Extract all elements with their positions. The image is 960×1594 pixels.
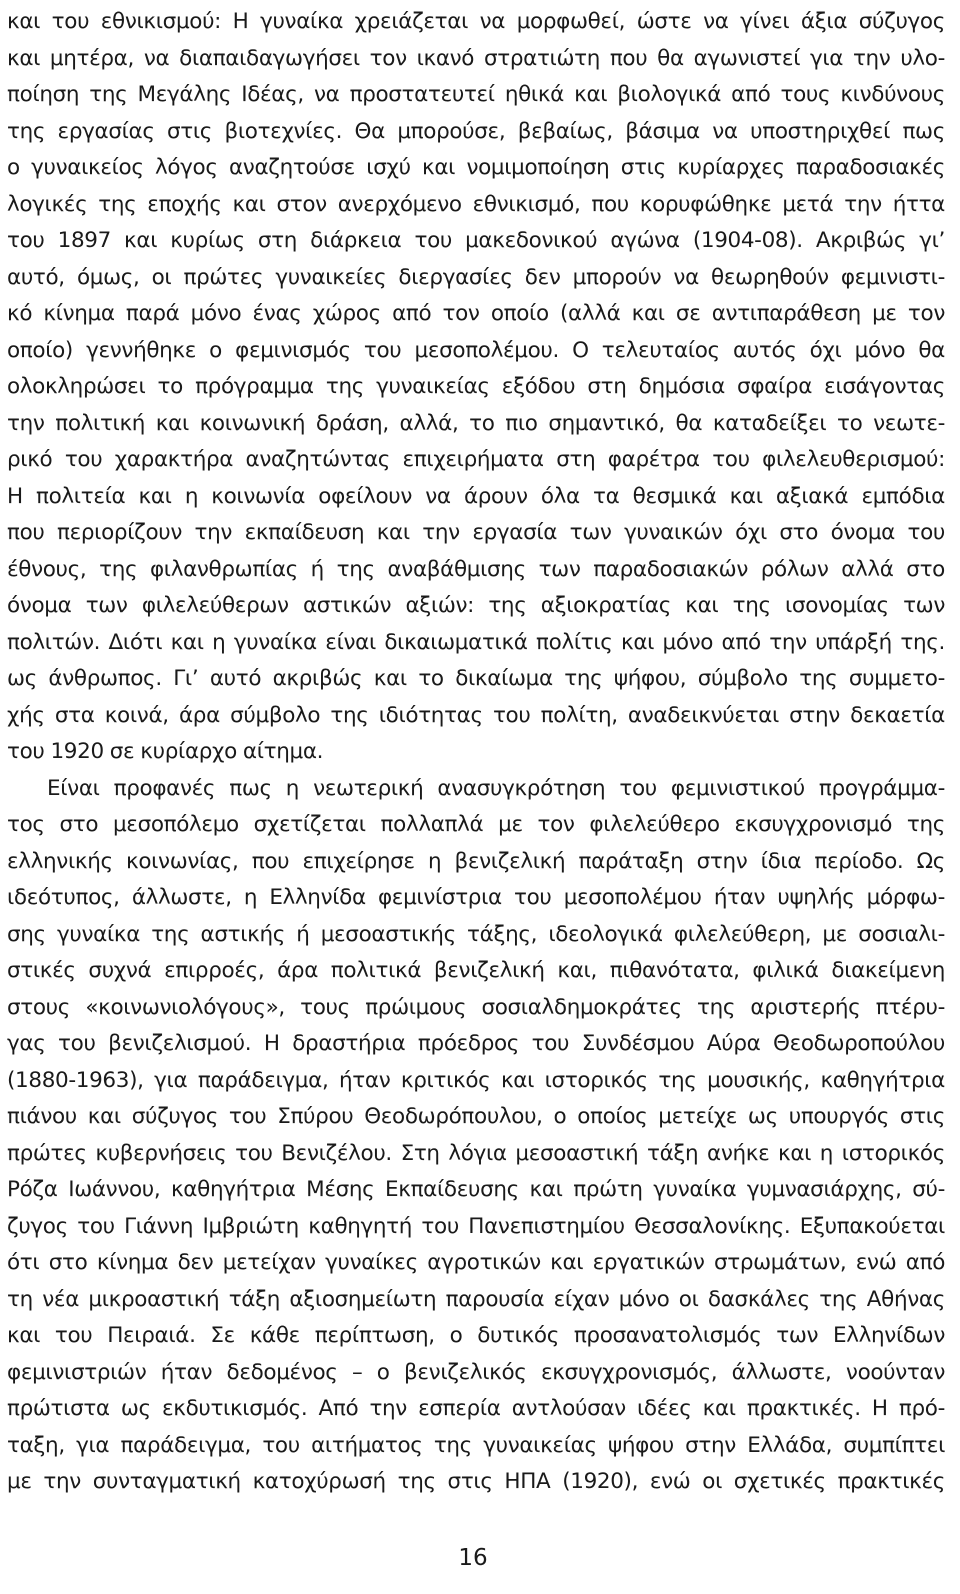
page-body <box>7 4 945 1501</box>
text-line: Ρόζα Ιωάννου, καθηγήτρια Μέσης Εκπαίδευσης και πρώτη γυναίκα γυμνασιάρχης, σύ- <box>7 1177 945 1202</box>
text-line: τος στο μεσοπόλεμο σχετίζεται πολλαπλά με τον φιλελεύθερο εκσυγχρονισμό της <box>7 812 945 837</box>
text-line: φεμινιστριών ήταν δεδομένος – ο βενιζελικός εκσυγχρονισμός, άλλωστε, νοούνταν <box>7 1359 945 1385</box>
text-line: οποίο) γεννήθηκε ο φεμινισμός του μεσοπολέμου. Ο τελευταίος αυτός όχι μόνο θα <box>7 337 945 363</box>
text-line: ιδεότυπος, άλλωστε, η Ελληνίδα φεμινίστρια του μεσοπολέμου ήταν υψηλής μόρφω- <box>7 885 945 910</box>
text-line: λογικές της εποχής και στον ανερχόμενο εθνικισμό, που κορυφώθηκε μετά την ήττα <box>7 191 945 217</box>
text-line: χής στα κοινά, άρα σύμβολο της ιδιότητας του πολίτη, αναδεικνύεται στην δεκαετία <box>7 702 945 728</box>
text-line: πρώτες κυβερνήσεις του Βενιζέλου. Στη λόγια μεσοαστική τάξη ανήκε και η ιστορικός <box>7 1140 945 1166</box>
text-line: του 1920 σε κυρίαρχο αίτημα. <box>7 739 324 764</box>
text-line: κό κίνημα παρά μόνο ένας χώρος από τον οποίο (αλλά και σε αντιπαράθεση με τον <box>7 301 945 326</box>
text-line: στικές συχνά επιρροές, άρα πολιτικά βενιζελική και, πιθανότατα, φιλικά διακείμενη <box>7 958 945 983</box>
text-line: ποίηση της Μεγάλης Ιδέας, να προστατευτεί ηθικά και βιολογικά από τους κινδύνους <box>7 82 945 107</box>
text-line: ρικό του χαρακτήρα αναζητώντας επιχειρήματα στη φαρέτρα του φιλελευθερισμού: <box>7 447 945 472</box>
text-line: (1880-1963), για παράδειγμα, ήταν κριτικός και ιστορικός της μουσικής, καθηγήτρια <box>7 1067 945 1093</box>
text-line: ως άνθρωπος. Γι’ αυτό ακριβώς και το δικαίωμα της ψήφου, σύμβολο της συμμετο- <box>7 666 945 691</box>
text-line: όνομα των φιλελεύθερων αστικών αξιών: της αξιοκρατίας και της ισονομίας των <box>7 593 945 618</box>
text-line: πολιτών. Διότι και η γυναίκα είναι δικαιωματικά πολίτις και μόνο από την υπάρξή της. <box>7 629 945 655</box>
text-line: και μητέρα, να διαπαιδαγωγήσει τον ικανό στρατιώτη που θα αγωνιστεί για την υλο- <box>7 45 945 71</box>
text-line: ολοκληρώσει το πρόγραμμα της γυναικείας εξόδου στη δημόσια σφαίρα εισάγοντας <box>7 374 945 399</box>
text-line: γας του βενιζελισμού. Η δραστήρια πρόεδρος του Συνδέσμου Αύρα Θεοδωροπούλου <box>7 1031 945 1056</box>
text-line: ζυγος του Γιάννη Ιμβριώτη καθηγητή του Πανεπιστημίου Θεσσαλονίκης. Εξυπακούεται <box>7 1213 945 1239</box>
text-line: με την συνταγματική κατοχύρωσή της στις ΗΠΑ (1920), ενώ οι σχετικές πρακτικές <box>7 1469 945 1494</box>
text-line: ταξη, για παράδειγμα, του αιτήματος της γυναικείας ψήφου στην Ελλάδα, συμπίπτει <box>7 1432 945 1458</box>
text-line: και του εθνικισμού: Η γυναίκα χρειάζεται να μορφωθεί, ώστε να γίνει άξια σύζυγος <box>7 9 945 34</box>
text-line: τη νέα μικροαστική τάξη αξιοσημείωτη παρουσία είχαν μόνο οι δασκάλες της Αθήνας <box>7 1286 945 1312</box>
text-line: της εργασίας στις βιοτεχνίες. Θα μπορούσε, βεβαίως, βάσιμα να υποστηριχθεί πως <box>7 118 945 144</box>
text-line: ότι στο κίνημα δεν μετείχαν γυναίκες αγροτικών και εργατικών στρωμάτων, ενώ από <box>7 1250 945 1275</box>
text-line: πιάνου και σύζυγος του Σπύρου Θεοδωρόπουλου, ο οποίος μετείχε ως υπουργός στις <box>7 1104 945 1129</box>
page-number: 16 <box>458 1545 488 1571</box>
text-line: την πολιτική και κοινωνική δράση, αλλά, το πιο σημαντικό, θα καταδείξει το νεωτε- <box>7 410 945 436</box>
text-line: και του Πειραιά. Σε κάθε περίπτωση, ο δυτικός προσανατολισμός των Ελληνίδων <box>7 1323 945 1348</box>
text-line: σης γυναίκα της αστικής ή μεσοαστικής τάξης, ιδεολογικά φιλελεύθερη, με σοσιαλι- <box>7 921 945 947</box>
text-line: Η πολιτεία και η κοινωνία οφείλουν να άρουν όλα τα θεσμικά και αξιακά εμπόδια <box>7 483 945 509</box>
text-line: αυτό, όμως, οι πρώτες γυναικείες διεργασίες δεν μπορούν να θεωρηθούν φεμινιστι- <box>7 264 945 290</box>
text-line: έθνους, της φιλανθρωπίας ή της αναβάθμισης των παραδοσιακών ρόλων αλλά στο <box>7 556 945 582</box>
text-line: ελληνικής κοινωνίας, που επιχείρησε η βενιζελική παράταξη στην ίδια περίοδο. Ως <box>7 848 945 874</box>
text-line: Είναι προφανές πως η νεωτερική ανασυγκρότηση του φεμινιστικού προγράμμα- <box>47 775 945 801</box>
text-line: πρώτιστα ως εκδυτικισμός. Από την εσπερία αντλούσαν ιδέες και πρακτικές. Η πρό- <box>7 1396 945 1421</box>
text-line: του 1897 και κυρίως στη διάρκεια του μακεδονικού αγώνα (1904-08). Ακριβώς γι’ <box>7 228 945 253</box>
text-line: ο γυναικείος λόγος αναζητούσε ισχύ και νομιμοποίηση στις κυρίαρχες παραδοσιακές <box>7 155 945 180</box>
text-line: στους «κοινωνιολόγους», τους πρώιμους σοσιαλδημοκράτες της αριστερής πτέρυ- <box>7 994 945 1020</box>
text-line: που περιορίζουν την εκπαίδευση και την εργασία των γυναικών όχι στο όνομα του <box>7 520 945 545</box>
